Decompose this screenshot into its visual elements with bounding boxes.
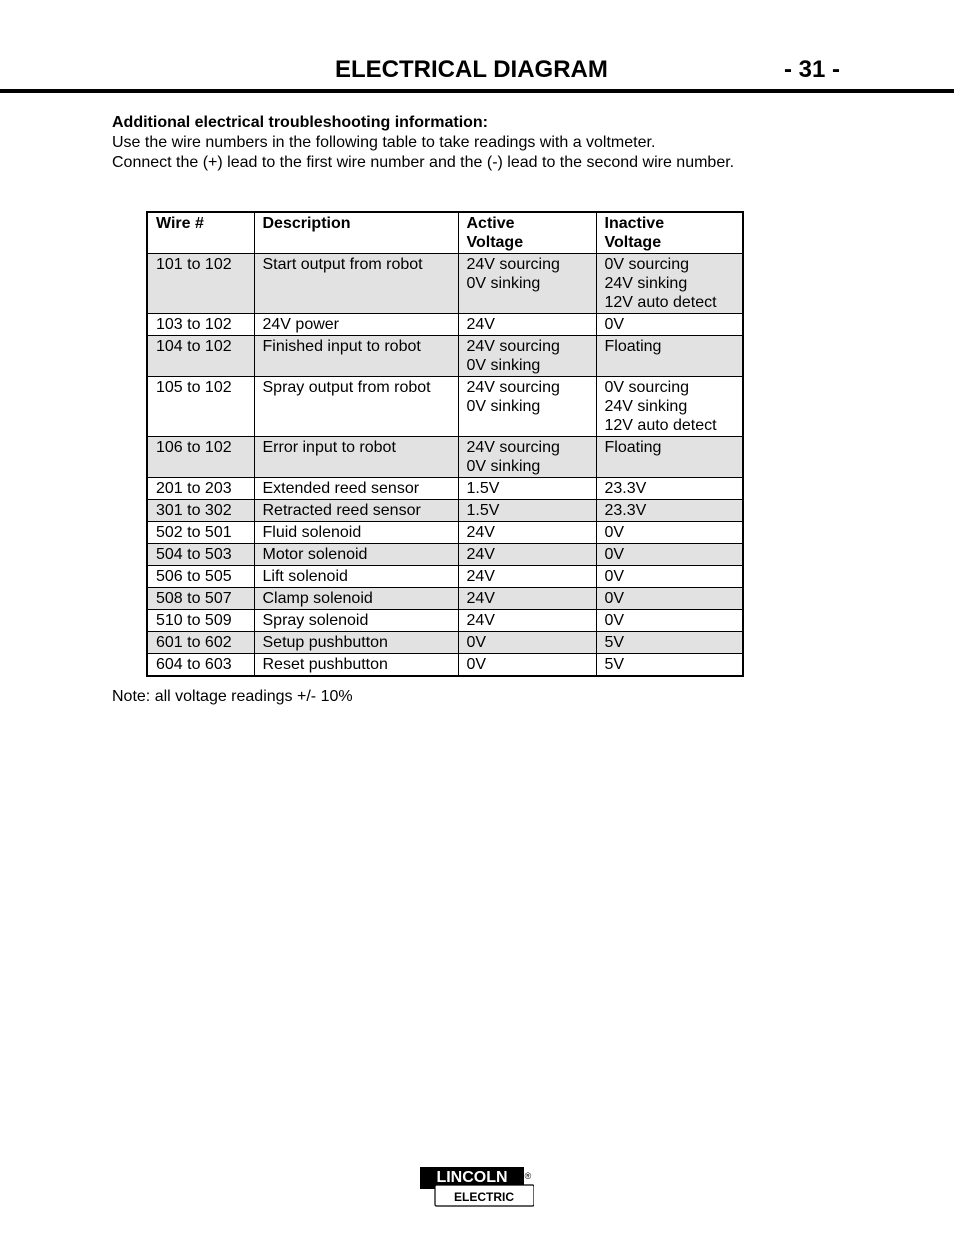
cell-inactive-voltage: 0V [596,566,743,588]
cell-description: Motor solenoid [254,544,458,566]
cell-inactive-voltage: 5V [596,654,743,677]
page-title: ELECTRICAL DIAGRAM [335,56,608,83]
table-row [147,314,743,336]
cell-inactive-voltage: 0V [596,544,743,566]
cell-active-voltage: 24V [458,522,596,544]
table-row [147,566,743,588]
table-row [147,610,743,632]
cell-inactive-voltage: 0V [596,522,743,544]
cell-description: Spray output from robot [254,377,458,437]
cell-description: Spray solenoid [254,610,458,632]
table-row [147,544,743,566]
cell-inactive-voltage: 0V [596,314,743,336]
table-row [147,522,743,544]
table-row [147,588,743,610]
cell-active-voltage: 24V sourcing 0V sinking [458,336,596,377]
svg-text:ELECTRIC: ELECTRIC [454,1190,514,1204]
cell-inactive-voltage: 0V sourcing 24V sinking 12V auto detect [596,254,743,314]
wire-voltage-table [146,211,744,677]
intro-line-2: Connect the (+) lead to the first wire number and the (-) lead to the second wire number. [112,154,735,171]
cell-active-voltage: 24V sourcing 0V sinking [458,254,596,314]
cell-description: Retracted reed sensor [254,500,458,522]
cell-wire: 101 to 102 [147,254,254,314]
page-number: - 31 - [784,56,841,83]
voltage-note: Note: all voltage readings +/- 10% [112,688,353,705]
cell-inactive-voltage: Floating [596,437,743,478]
cell-wire: 201 to 203 [147,478,254,500]
cell-active-voltage: 24V [458,314,596,336]
table-row [147,377,743,437]
cell-wire: 104 to 102 [147,336,254,377]
intro-text [112,113,734,173]
cell-active-voltage: 1.5V [458,500,596,522]
cell-description: Setup pushbutton [254,632,458,654]
intro-heading: Additional electrical troubleshooting information: [112,114,489,131]
cell-wire: 301 to 302 [147,500,254,522]
cell-wire: 106 to 102 [147,437,254,478]
cell-description: 24V power [254,314,458,336]
table-row [147,336,743,377]
column-header-description: Description [254,212,458,254]
cell-active-voltage: 0V [458,632,596,654]
svg-text:®: ® [524,1171,532,1181]
cell-description: Finished input to robot [254,336,458,377]
table-row [147,437,743,478]
lincoln-electric-logo [418,1166,534,1207]
cell-active-voltage: 24V sourcing 0V sinking [458,437,596,478]
table-row [147,654,743,677]
cell-wire: 105 to 102 [147,377,254,437]
cell-description: Start output from robot [254,254,458,314]
table-row [147,500,743,522]
column-header-active-voltage: Active Voltage [458,212,596,254]
svg-text:LINCOLN: LINCOLN [436,1169,508,1186]
table-row [147,478,743,500]
cell-inactive-voltage: Floating [596,336,743,377]
cell-active-voltage: 24V [458,544,596,566]
table-row [147,254,743,314]
cell-wire: 604 to 603 [147,654,254,677]
cell-inactive-voltage: 23.3V [596,478,743,500]
page-header [0,0,954,96]
cell-description: Fluid solenoid [254,522,458,544]
cell-active-voltage: 24V [458,588,596,610]
cell-description: Clamp solenoid [254,588,458,610]
cell-description: Reset pushbutton [254,654,458,677]
column-header-wire: Wire # [147,212,254,254]
cell-inactive-voltage: 0V sourcing 24V sinking 12V auto detect [596,377,743,437]
cell-wire: 510 to 509 [147,610,254,632]
cell-wire: 103 to 102 [147,314,254,336]
cell-inactive-voltage: 5V [596,632,743,654]
cell-active-voltage: 24V [458,610,596,632]
cell-wire: 601 to 602 [147,632,254,654]
header-rule [0,89,954,93]
table-row [147,632,743,654]
cell-wire: 506 to 505 [147,566,254,588]
cell-active-voltage: 24V [458,566,596,588]
table-header-row [147,212,743,254]
cell-description: Lift solenoid [254,566,458,588]
cell-wire: 502 to 501 [147,522,254,544]
cell-description: Error input to robot [254,437,458,478]
column-header-inactive-voltage: Inactive Voltage [596,212,743,254]
cell-inactive-voltage: 0V [596,610,743,632]
cell-active-voltage: 1.5V [458,478,596,500]
cell-description: Extended reed sensor [254,478,458,500]
cell-inactive-voltage: 23.3V [596,500,743,522]
intro-line-1: Use the wire numbers in the following table to take readings with a voltmeter. [112,134,656,151]
cell-wire: 508 to 507 [147,588,254,610]
cell-inactive-voltage: 0V [596,588,743,610]
cell-wire: 504 to 503 [147,544,254,566]
cell-active-voltage: 24V sourcing 0V sinking [458,377,596,437]
cell-active-voltage: 0V [458,654,596,677]
